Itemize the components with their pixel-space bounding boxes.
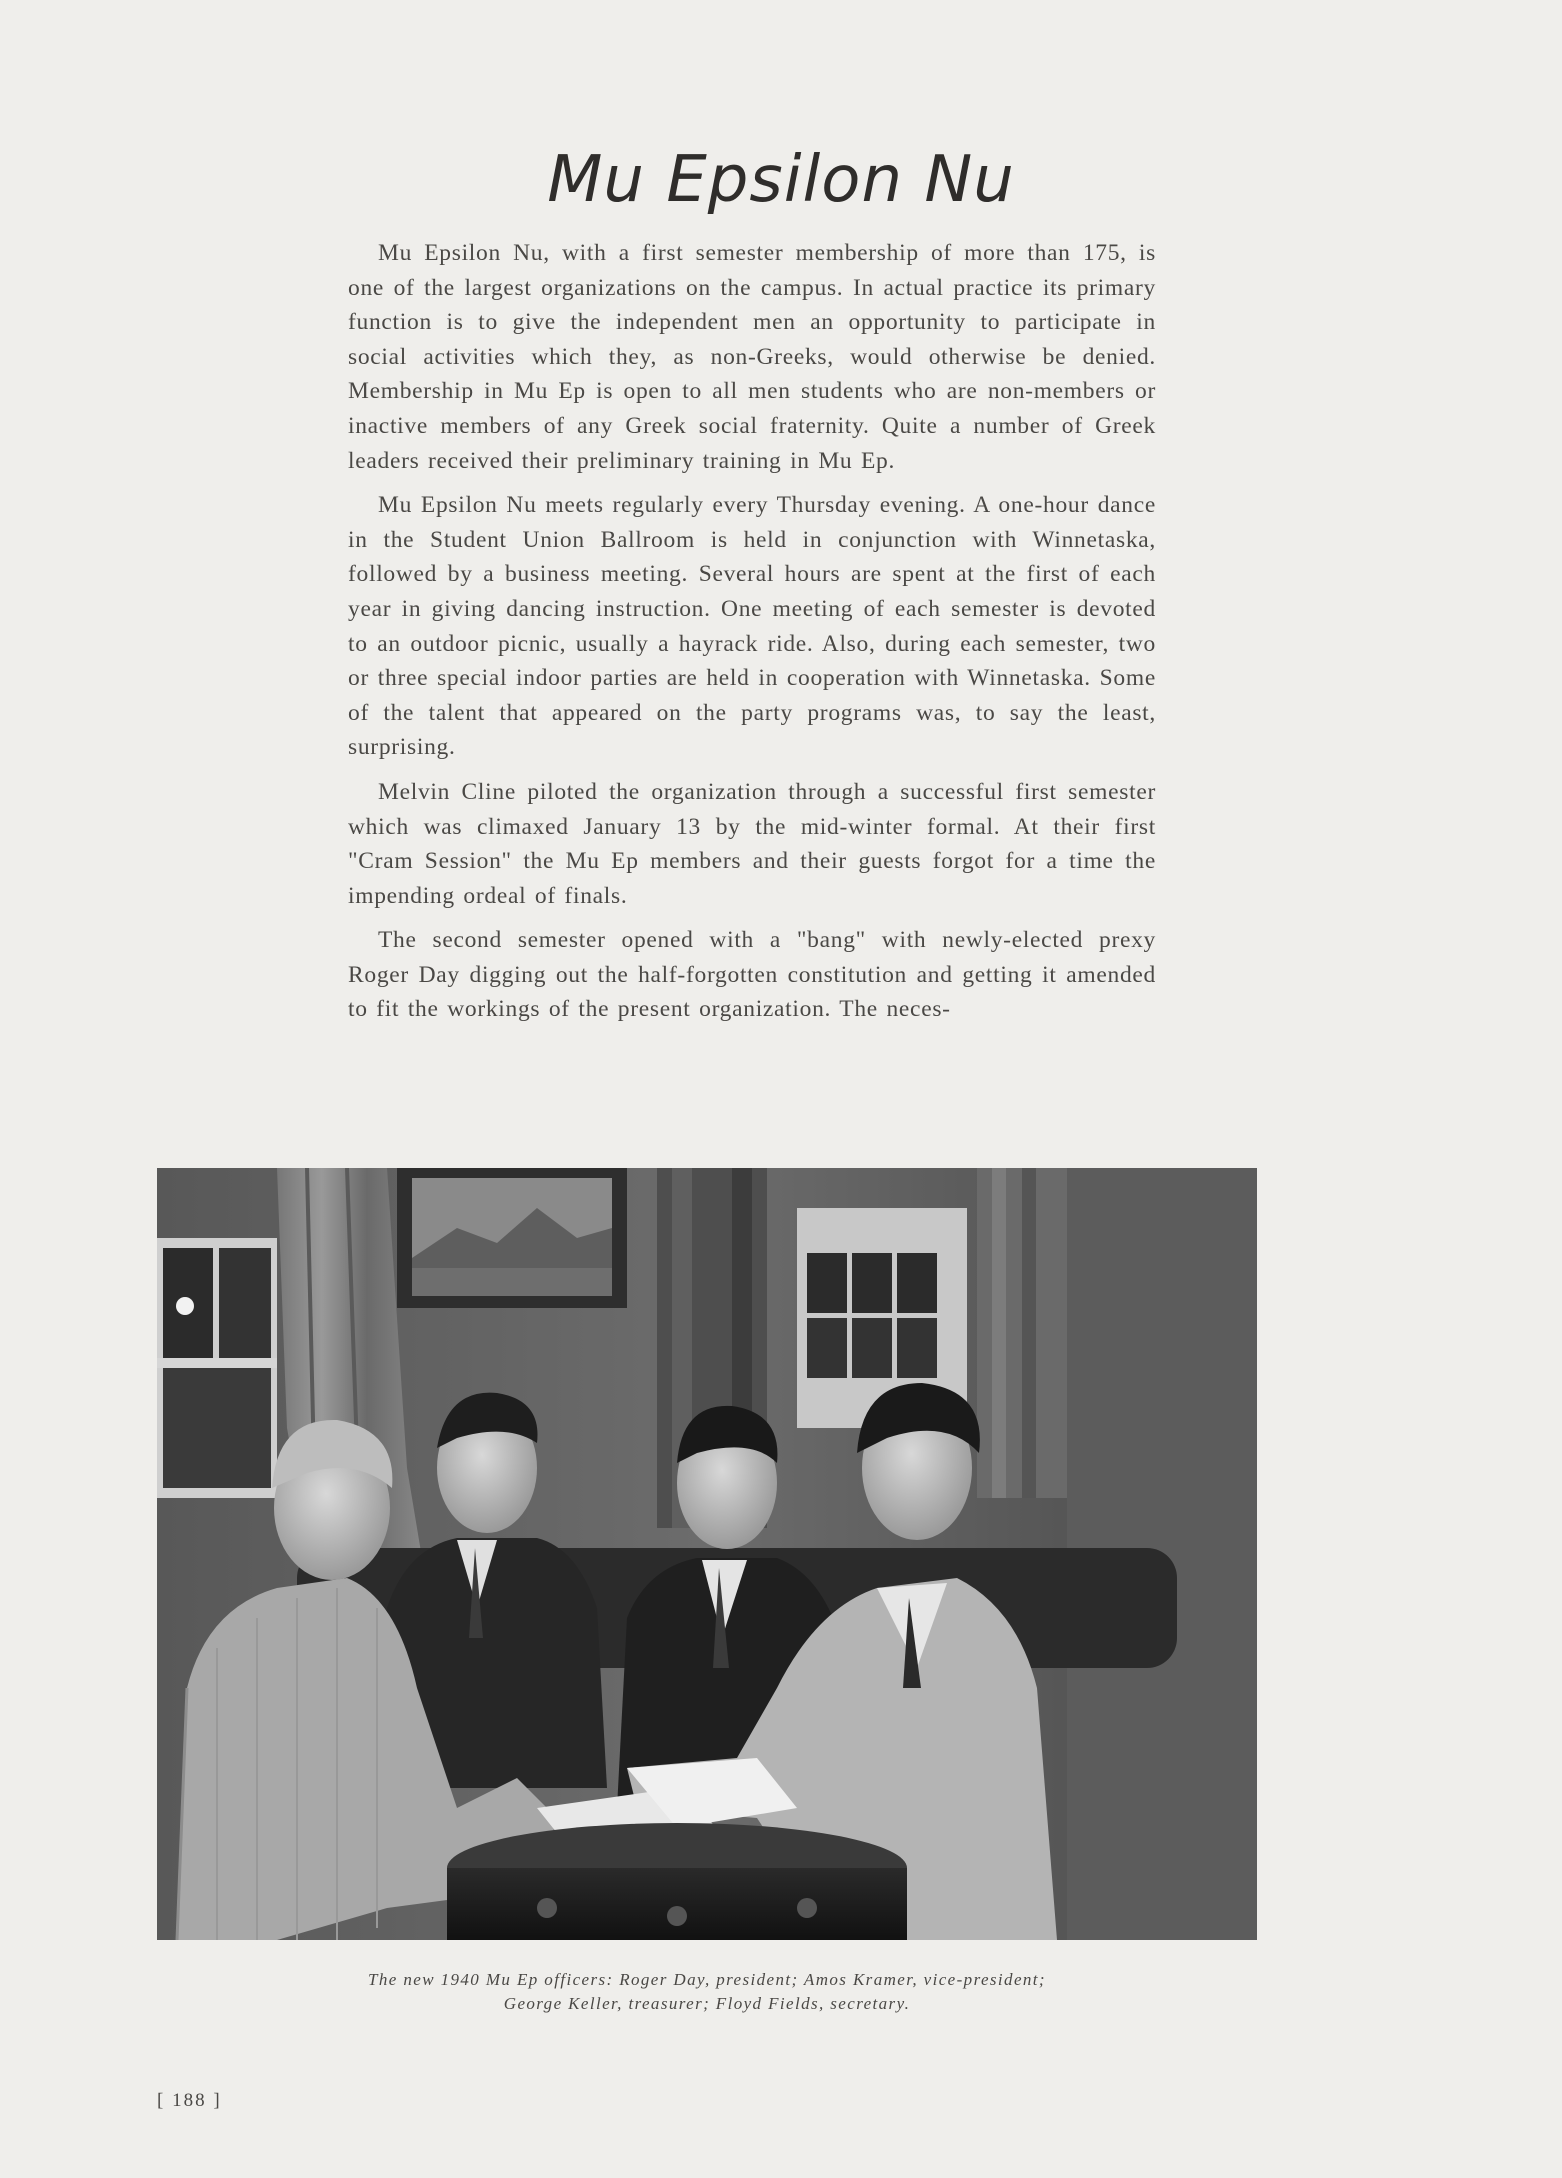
caption-line-2: George Keller, treasurer; Floyd Fields, secretary. <box>503 1994 911 2013</box>
page-title: Mu Epsilon Nu <box>547 143 1015 217</box>
paragraph-2: Mu Epsilon Nu meets regularly every Thursday evening. A one-hour dance in the Student Union Ballroom is held in conjunction with Winnetaska, followed by a business meeting. Several hours are spent at the first of each year in giving dancing instruction. One meeting of each semester is devoted to an outdoor picnic, usually a hayrack ride. Also, during each semester, two or three special indoor parties are held in cooperation with Winnetaska. Some of the talent that appeared on the party programs was, to say the least, surprising. <box>348 492 1156 761</box>
paragraph-3: Melvin Cline piloted the organization through a successful first semester which was climaxed January 13 by the mid-winter formal. At their first "Cram Session" the Mu Ep members and their guests forgot for a time the impending ordeal of finals. <box>348 778 1156 909</box>
officers-photo <box>157 1168 1257 1940</box>
page-number: [ 188 ] <box>157 2090 222 2111</box>
photo-caption <box>157 1968 1257 2016</box>
paragraph-1: Mu Epsilon Nu, with a first semester membership of more than 175, is one of the largest organizations on the campus. In actual practice its primary function is to give the independent men an opportunity to participate in social activities which they, as non-Greeks, would otherwise be denied. Membership in Mu Ep is open to all men students who are non-members or inactive members of any Greek social fraternity. Quite a number of Greek leaders received their preliminary training in Mu Ep. <box>348 240 1156 474</box>
article-body <box>348 236 1156 1037</box>
paragraph-4: The second semester opened with a "bang" with newly-elected prexy Roger Day digging out the half-forgotten constitution and getting it amended to fit the workings of the present organization. The neces- <box>348 927 1156 1023</box>
caption-line-1: The new 1940 Mu Ep officers: Roger Day, president; Amos Kramer, vice-president; <box>368 1970 1046 1989</box>
officers-photo-image <box>157 1168 1257 1940</box>
